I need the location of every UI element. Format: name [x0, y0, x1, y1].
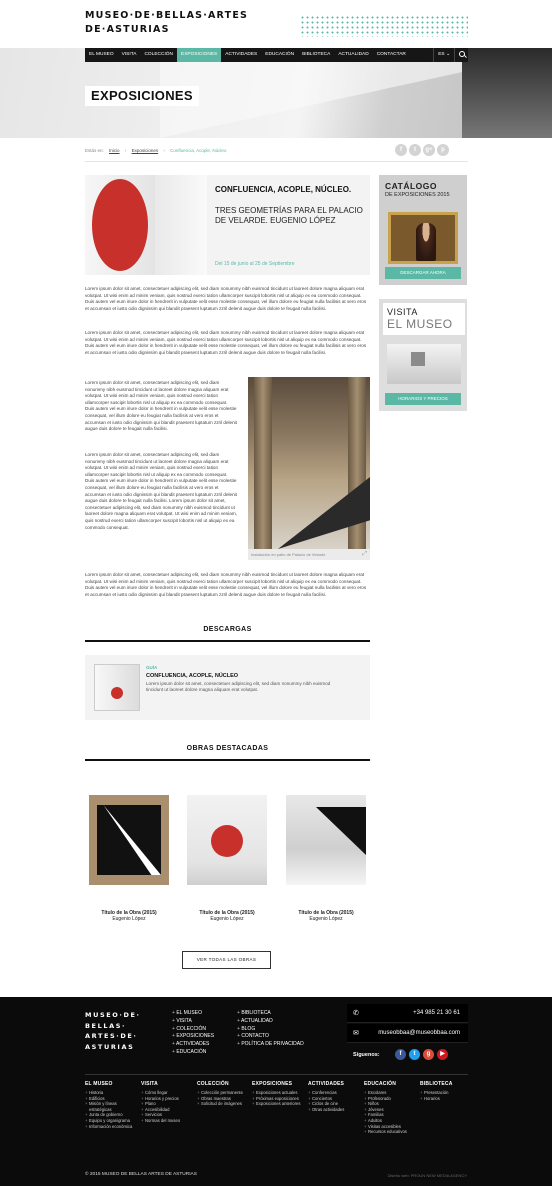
visit-title: VISITA: [387, 307, 418, 317]
works-heading: OBRAS DESTACADAS: [186, 745, 269, 752]
footer-link[interactable]: + BLOG: [237, 1026, 304, 1034]
work-title[interactable]: Título de la Obra (2015): [298, 910, 354, 916]
feature-image: [85, 175, 207, 275]
photo-caption: Instalación en patio de Palacio de Velarde: [251, 552, 326, 557]
footer-col-link[interactable]: + Conferencias: [308, 1090, 360, 1096]
divider: [85, 161, 468, 162]
black-wedge: [316, 807, 366, 855]
footer-link[interactable]: + CONTACTO: [237, 1033, 304, 1041]
design-credit[interactable]: Diseño web: PROUN NEW MEDIA AGENCY: [387, 1173, 467, 1178]
footer-link[interactable]: + EDUCACIÓN: [172, 1049, 214, 1057]
breadcrumb-section[interactable]: Exposiciones: [131, 148, 159, 153]
feature-date: Del 15 de junio al 25 de Septiembre: [215, 261, 295, 267]
footer-col-link[interactable]: + Visitas accesibles: [364, 1124, 416, 1130]
nav-el-museo[interactable]: EL MUSEO: [89, 52, 114, 57]
work-thumbnail-2[interactable]: [187, 795, 267, 885]
work-author: Eugenio López: [309, 916, 343, 922]
footer-col-actividades: [308, 1081, 360, 1112]
follow-label: Síguenos:: [353, 1052, 380, 1058]
footer-col-link[interactable]: + Junta de gobierno: [85, 1112, 137, 1118]
footer-col-link[interactable]: + Profesorado: [364, 1096, 416, 1102]
footer-col-link[interactable]: + Solicitud de imágenes: [197, 1101, 249, 1107]
footer-link[interactable]: + COLECCIÓN: [172, 1026, 214, 1034]
view-all-works-button[interactable]: VER TODAS LAS OBRAS: [182, 951, 271, 969]
footer-logo[interactable]: [85, 1010, 141, 1052]
catalog-title: CATÁLOGO: [385, 181, 438, 191]
body-paragraph-4: Lorem ipsum dolor sit amet, consectetuer adipiscing elit, sed diam nonummy nibh euismod tincidunt ut laoreet dolore magna aliquam erat volutpat. Ut wisi enim ad minim veniam, quis nostrud exerci tation ullamcorper suscipit lobortis nisl ut aliquip ex ea commodo consequat. Duis autem vel eum iriure dolor in hendrerit in vulputate velit esse molestie consequat, vel illum dolore eu feugiat nulla facilisis at vero eros et accumsan et iusto odio dignissim qui blandit praesent luptatum zzril delenit augue duis dolore te feugait nulla facilisi. Lorem ipsum dolor sit amet, consectetuer adipiscing elit, sed diam nonummy nibh euismod tincidunt ut laoreet dolore magna aliquam erat volutpat. Ut wisi enim ad minim veniam, quis nostrud exerci tation ullamcorper suscipit lobortis nisl ut aliquip ex ea commodo consequat.: [85, 452, 237, 530]
footer-col-heading[interactable]: EXPOSICIONES: [252, 1081, 293, 1087]
footer-col-heading[interactable]: VISITA: [141, 1081, 158, 1087]
download-item[interactable]: [85, 655, 370, 720]
footer-link[interactable]: + EXPOSICIONES: [172, 1033, 214, 1041]
nav-actividades[interactable]: ACTIVIDADES: [225, 52, 258, 57]
twitter-icon[interactable]: t: [409, 1049, 420, 1060]
work-thumbnail-3[interactable]: [286, 795, 366, 885]
gallery-wall: [155, 175, 207, 275]
footer-col-exposiciones: [252, 1081, 304, 1107]
footer-link[interactable]: + EL MUSEO: [172, 1010, 214, 1018]
footer-col-link[interactable]: + Recursos educativos: [364, 1129, 416, 1135]
footer-link[interactable]: + POLÍTICA DE PRIVACIDAD: [237, 1041, 304, 1049]
logo-line-2[interactable]: DE·ASTURIAS: [85, 24, 170, 35]
footer-logo-line: BELLAS·: [85, 1021, 127, 1030]
visit-promo[interactable]: [379, 299, 467, 411]
footer-col-link[interactable]: + Presentación: [420, 1090, 470, 1096]
footer-col-museo: [85, 1081, 137, 1129]
footer-col-link[interactable]: + Próximas exposiciones: [252, 1096, 304, 1102]
footer-col-link[interactable]: + Historia: [85, 1090, 137, 1096]
main-nav: [85, 48, 468, 62]
facebook-icon[interactable]: f: [395, 1049, 406, 1060]
footer-links-main: [172, 1010, 214, 1057]
footer-col-link[interactable]: + Equipo y organigrama: [85, 1118, 137, 1124]
hero-shade: [462, 48, 552, 138]
nav-coleccion[interactable]: COLECCIÓN: [144, 52, 173, 57]
body-paragraph-2: Lorem ipsum dolor sit amet, consectetuer adipiscing elit, sed diam nonummy nibh euismod tincidunt ut laoreet dolore magna aliquam erat volutpat. Ut wisi enim ad minim veniam, quis nostrud exerci tation ullamcorper suscipit lobortis nisl ut aliquip ex ea commodo consequat. Duis autem vel eum iriure dolor in hendrerit in vulputate velit esse molestie consequat, vel illum dolore eu feugiat nulla facilisis at vero eros et accumsan et iusto odio dignissim qui blandit praesent luptatum zzril delenit augue duis dolore te feugait nulla facilisi.: [85, 330, 367, 355]
column: [254, 377, 272, 549]
footer-col-heading[interactable]: EDUCACIÓN: [364, 1081, 397, 1087]
downloads-heading: DESCARGAS: [203, 626, 252, 633]
work-author: Eugenio López: [112, 916, 146, 922]
nav-biblioteca[interactable]: BIBLIOTECA: [302, 52, 331, 57]
youtube-icon[interactable]: ▶: [437, 1049, 448, 1060]
courtyard-photo: [248, 377, 370, 549]
footer-logo-line: MUSEO·DE·: [85, 1011, 141, 1019]
footer-logo-line: ASTURIAS: [85, 1042, 135, 1051]
catalog-subtitle: DE EXPOSICIONES 2015: [385, 192, 450, 198]
search-icon[interactable]: [454, 48, 468, 62]
visit-subtitle: EL MUSEO: [387, 317, 453, 331]
footer-col-link[interactable]: + Edificios: [85, 1096, 137, 1102]
share-buttons: [395, 144, 449, 156]
work-caption-1: [80, 910, 178, 922]
red-disk-thumb: [111, 687, 123, 699]
footer-link[interactable]: + VISITA: [172, 1018, 214, 1026]
nav-visita[interactable]: VISITA: [121, 52, 137, 57]
footer-col-visita: [141, 1081, 193, 1124]
footer-col-link[interactable]: + Colección permanente: [197, 1090, 249, 1096]
language-select[interactable]: ES ⌄: [433, 48, 454, 62]
footer-logo-line: ARTES·DE·: [85, 1032, 138, 1040]
footer-col-link[interactable]: + Adultos: [364, 1118, 416, 1124]
facebook-share-icon[interactable]: f: [395, 144, 407, 156]
footer-col-link[interactable]: + Obras maestras: [197, 1096, 249, 1102]
footer-col-link[interactable]: + Accesibilidad: [141, 1107, 193, 1113]
footer-col-link[interactable]: + Plano: [141, 1101, 193, 1107]
footer-col-link[interactable]: + Familias: [364, 1112, 416, 1118]
body-paragraph-5: Lorem ipsum dolor sit amet, consectetuer adipiscing elit, sed diam nonummy nibh euismod tincidunt ut laoreet dolore magna aliquam erat volutpat. Ut wisi enim ad minim veniam, quis nostrud exerci tation ullamcorper suscipit lobortis nisl ut aliquip ex ea commodo consequat. Duis autem vel eum iriure dolor in hendrerit in vulputate velit esse molestie consequat, vel illum dolore eu feugiat nulla facilisis at vero eros et accumsan et iusto odio dignissim qui blandit praesent luptatum zzril delenit augue duis dolore te feugait nulla facilisi.: [85, 572, 367, 597]
nav-exposiciones[interactable]: EXPOSICIONES: [177, 48, 221, 62]
footer-col-educacion: [364, 1081, 416, 1135]
breadcrumb-sep: ›: [124, 148, 127, 153]
footer-col-biblioteca: [420, 1081, 470, 1101]
footer-col-link[interactable]: + Escolares: [364, 1090, 416, 1096]
portrait-figure: [416, 223, 436, 261]
footer-link[interactable]: + ACTIVIDADES: [172, 1041, 214, 1049]
works-rule: [85, 759, 370, 761]
download-description: Lorem ipsum dolor sit amet, consectetuer adipiscing elit, sed diam nonummy nibh euismod tincidunt ut laoreet dolore magna aliquam erat volutpat.: [146, 681, 331, 692]
logo-line-1[interactable]: MUSEO·DE·BELLAS·ARTES: [85, 10, 249, 21]
footer-col-link[interactable]: + Jóvenes: [364, 1107, 416, 1113]
footer-col-link[interactable]: + Información económica: [85, 1124, 137, 1130]
email-row[interactable]: [347, 1024, 468, 1043]
mail-icon: ✉: [353, 1030, 359, 1037]
googleplus-share-icon[interactable]: g+: [423, 144, 435, 156]
breadcrumb-home[interactable]: Inicio: [109, 148, 120, 153]
download-title[interactable]: CONFLUENCIA, ACOPLE, NÚCLEO: [146, 673, 239, 679]
breadcrumb-prefix: Estás en:: [85, 148, 104, 153]
breadcrumb-sep: ›: [163, 148, 165, 153]
decorative-dot-pattern: [300, 15, 468, 37]
nav-contactar[interactable]: CONTACTAR: [376, 52, 406, 57]
footer-col-link[interactable]: + Cómo llegar: [141, 1090, 193, 1096]
gallery-room-image: [387, 344, 461, 384]
footer-col-link[interactable]: + Niños: [364, 1101, 416, 1107]
phone-icon: ✆: [353, 1010, 359, 1017]
phone-row[interactable]: [347, 1004, 468, 1023]
feature-title: CONFLUENCIA, ACOPLE, NÚCLEO.: [215, 185, 352, 194]
footer-col-link[interactable]: + Horarios: [420, 1096, 470, 1102]
copyright: © 2015 MUSEO DE BELLAS ARTES DE ASTURIAS: [85, 1172, 197, 1177]
footer-col-link[interactable]: + Conciertos: [308, 1096, 360, 1102]
footer-link[interactable]: + BIBLIOTECA: [237, 1010, 304, 1018]
nav-actualidad[interactable]: ACTUALIDAD: [338, 52, 369, 57]
footer-link[interactable]: + ACTUALIDAD: [237, 1018, 304, 1026]
red-circle: [211, 825, 243, 857]
footer-col-link[interactable]: + Misión y líneas estratégicas: [85, 1101, 137, 1112]
footer-col-link[interactable]: + Otras actividades: [308, 1107, 360, 1113]
red-disk-artwork: [92, 179, 148, 271]
downloads-rule: [85, 640, 370, 642]
expand-icon[interactable]: ⤢: [362, 551, 367, 557]
exhibition-feature: [85, 175, 370, 275]
work-caption-3: [277, 910, 375, 922]
twitter-share-icon[interactable]: t: [409, 144, 421, 156]
download-tag: GUÍA: [146, 665, 158, 670]
feature-subtitle: TRES GEOMETRÍAS PARA EL PALACIO DE VELARDE. EUGENIO LÓPEZ: [215, 206, 363, 225]
catalog-promo[interactable]: [379, 175, 467, 285]
footer-links-secondary: [237, 1010, 304, 1049]
footer-col-coleccion: [197, 1081, 249, 1107]
hours-prices-button[interactable]: HORARIOS Y PRECIOS: [385, 393, 461, 405]
footer-col-heading[interactable]: ACTIVIDADES: [308, 1081, 345, 1087]
footer-divider: [85, 1074, 468, 1075]
footer-col-link[interactable]: + Exposiciones actuales: [252, 1090, 304, 1096]
pinterest-share-icon[interactable]: p: [437, 144, 449, 156]
work-title[interactable]: Título de la Obra (2015): [101, 910, 157, 916]
breadcrumb-current: Confluencia, Acople, Núcleo: [170, 148, 227, 153]
work-author: Eugenio López: [210, 916, 244, 922]
footer-col-heading[interactable]: EL MUSEO: [85, 1081, 113, 1087]
work-caption-2: [178, 910, 276, 922]
email-address: museobbaa@museobbaa.com: [378, 1030, 460, 1036]
breadcrumb: [85, 148, 230, 153]
footer-col-heading[interactable]: BIBLIOTECA: [420, 1081, 453, 1087]
googleplus-icon[interactable]: g: [423, 1049, 434, 1060]
work-thumbnail-1[interactable]: [89, 795, 169, 885]
nav-educacion[interactable]: EDUCACIÓN: [265, 52, 295, 57]
footer: [0, 997, 552, 1186]
phone-number: +34 985 21 30 61: [413, 1010, 460, 1016]
guide-thumbnail: [94, 664, 140, 711]
download-catalog-button[interactable]: DESCARGAR AHORA: [385, 267, 461, 279]
body-paragraph-1: Lorem ipsum dolor sit amet, consectetuer adipiscing elit, sed diam nonummy nibh euismod tincidunt ut laoreet dolore magna aliquam erat volutpat. Ut wisi enim ad minim veniam, quis nostrud exerci tation ullamcorper suscipit lobortis nisl ut aliquip ex ea commodo consequat. Duis autem vel eum iriure dolor in hendrerit in vulputate velit esse molestie consequat, vel illum dolore eu feugiat nulla facilisis at vero eros et accumsan et iusto odio dignissim qui blandit praesent luptatum zzril delenit augue duis dolore te feugait nulla facilisi.: [85, 286, 367, 311]
footer-col-heading[interactable]: COLECCIÓN: [197, 1081, 229, 1087]
footer-col-link[interactable]: + Horarios y precios: [141, 1096, 193, 1102]
page-title: EXPOSICIONES: [85, 86, 199, 106]
work-title[interactable]: Título de la Obra (2015): [199, 910, 255, 916]
footer-col-link[interactable]: + Normas del museo: [141, 1118, 193, 1124]
body-paragraph-3: Lorem ipsum dolor sit amet, consectetuer adipiscing elit, sed diam nonummy nibh euismod tincidunt ut laoreet dolore magna aliquam erat volutpat. Ut wisi enim ad minim veniam, quis nostrud exerci tation ullamcorper suscipit lobortis nisl ut aliquip ex ea commodo consequat. Duis autem vel eum iriure dolor in hendrerit in vulputate velit esse molestie consequat, vel illum dolore eu feugiat nulla facilisis at vero eros et accumsan et iusto odio dignissim qui blandit praesent luptatum zzril delenit augue duis dolore te feugait nulla facilisi.: [85, 380, 237, 432]
inline-photo[interactable]: [248, 377, 370, 560]
footer-col-link[interactable]: + Servicios: [141, 1112, 193, 1118]
footer-col-link[interactable]: + Ciclos de cine: [308, 1101, 360, 1107]
footer-col-link[interactable]: + Exposiciones anteriores: [252, 1101, 304, 1107]
painting-image: [388, 212, 458, 264]
